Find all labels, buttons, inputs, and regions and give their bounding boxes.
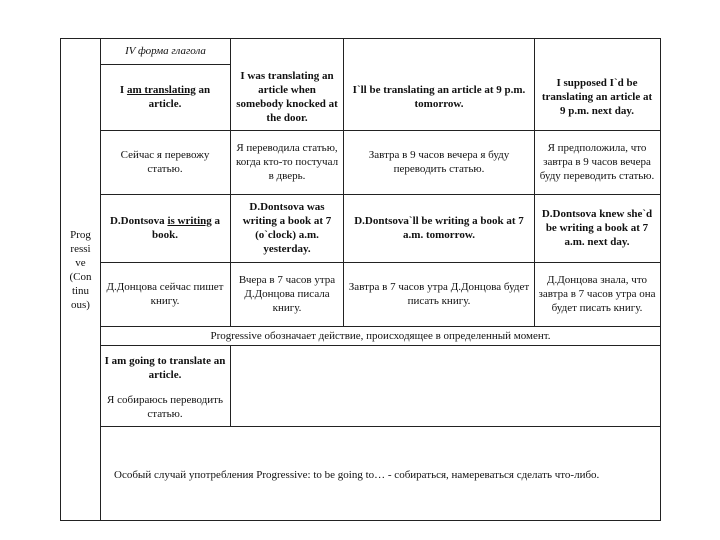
row-1-present-prefix: I [119,84,127,96]
header-verb-form-text: IV форма глагола [125,45,206,57]
side-label-text: Prog ressi ve (Con tinu ous) [69,229,92,311]
side-column-border [100,38,101,521]
column-1-border [230,38,231,327]
row-2-past [234,132,340,192]
row-1-future-in-past [538,66,656,128]
progressive-note [101,327,660,345]
row-1-present-text [104,83,226,111]
special-case-note [114,468,599,482]
table-bottom-border [60,520,661,521]
going-to-russian-text: Я собираюсь переводить статью. [107,394,223,420]
header-row-bottom-border [100,64,230,65]
row-3-future-in-past [538,196,656,260]
note-row-bottom-border [100,345,661,346]
row-3-present [104,196,226,260]
row-2-future-in-past [538,132,656,192]
going-to-russian [104,390,226,424]
row-3-present-verb: is writing [167,215,212,227]
going-to-row-bottom-border [100,426,661,427]
table-right-border [660,38,661,521]
row-2-future-in-past-text: Я предположила, что завтра в 9 часов вечера буду переводить статью. [539,142,655,182]
row-1-future [348,66,530,128]
row-1-present [104,66,226,128]
going-to-english-text: I am going to translate an article. [104,355,226,381]
row-4-past-text: Вчера в 7 часов утра Д.Донцова писала книгу. [238,274,336,314]
row-4-future-in-past [538,264,656,324]
row-1-past-text: I was translating an article when somebody knocked at the door. [236,70,338,124]
row-2-present [104,132,226,192]
row-1-bottom-border [100,130,661,131]
special-case-note-text: Особый случай употребления Progressive: to be going to… - собираться, намереваться сделать что-либо. [114,469,600,481]
row-4-future-text: Завтра в 7 часов утра Д.Донцова будет писать книгу. [348,281,530,307]
going-to-english [104,350,226,386]
row-1-past [234,66,340,128]
row-3-present-prefix: D.Dontsova [109,215,168,227]
row-4-future [348,264,530,324]
row-3-past [234,196,340,260]
row-1-present-suffix: an article. [148,84,211,110]
row-2-present-text: Сейчас я перевожу статью. [120,149,210,175]
row-1-future-in-past-text: I supposed I`d be translating an article at 9 p.m. next day. [541,77,653,117]
row-4-present-text: Д.Донцова сейчас пишет книгу. [106,281,224,307]
going-to-divider [230,345,231,427]
row-2-future-text: Завтра в 9 часов вечера я буду переводить статью. [368,149,510,175]
side-label [61,200,100,340]
row-4-future-in-past-text: Д.Донцова знала, что завтра в 7 часов утра она будет писать книгу. [538,274,656,314]
row-3-future [348,196,530,260]
row-1-future-text: I`ll be translating an article at 9 p.m. tomorrow. [352,84,526,110]
column-2-border [343,38,344,327]
table-top-border [60,38,661,39]
progressive-note-text: Progressive обозначает действие, происходящее в определенный момент. [210,330,551,342]
row-3-present-suffix: a book. [152,215,220,241]
column-3-border [534,38,535,327]
row-4-past [234,264,340,324]
row-2-past-text: Я переводила статью, когда кто-то постучал в дверь. [235,142,339,182]
row-2-bottom-border [100,194,661,195]
row-4-present [104,264,226,324]
row-2-future [348,132,530,192]
row-3-past-text: D.Dontsova was writing a book at 7 (o`clock) a.m. yesterday. [242,201,332,255]
row-3-future-in-past-text: D.Dontsova knew she`d be writing a book at 7 a.m. next day. [541,208,653,248]
row-1-present-verb: am translating [126,84,196,96]
row-3-present-text [104,214,226,242]
row-3-bottom-border [100,262,661,263]
row-3-future-text: D.Dontsova`ll be writing a book at 7 a.m. tomorrow. [354,215,524,241]
header-verb-form [101,40,230,62]
